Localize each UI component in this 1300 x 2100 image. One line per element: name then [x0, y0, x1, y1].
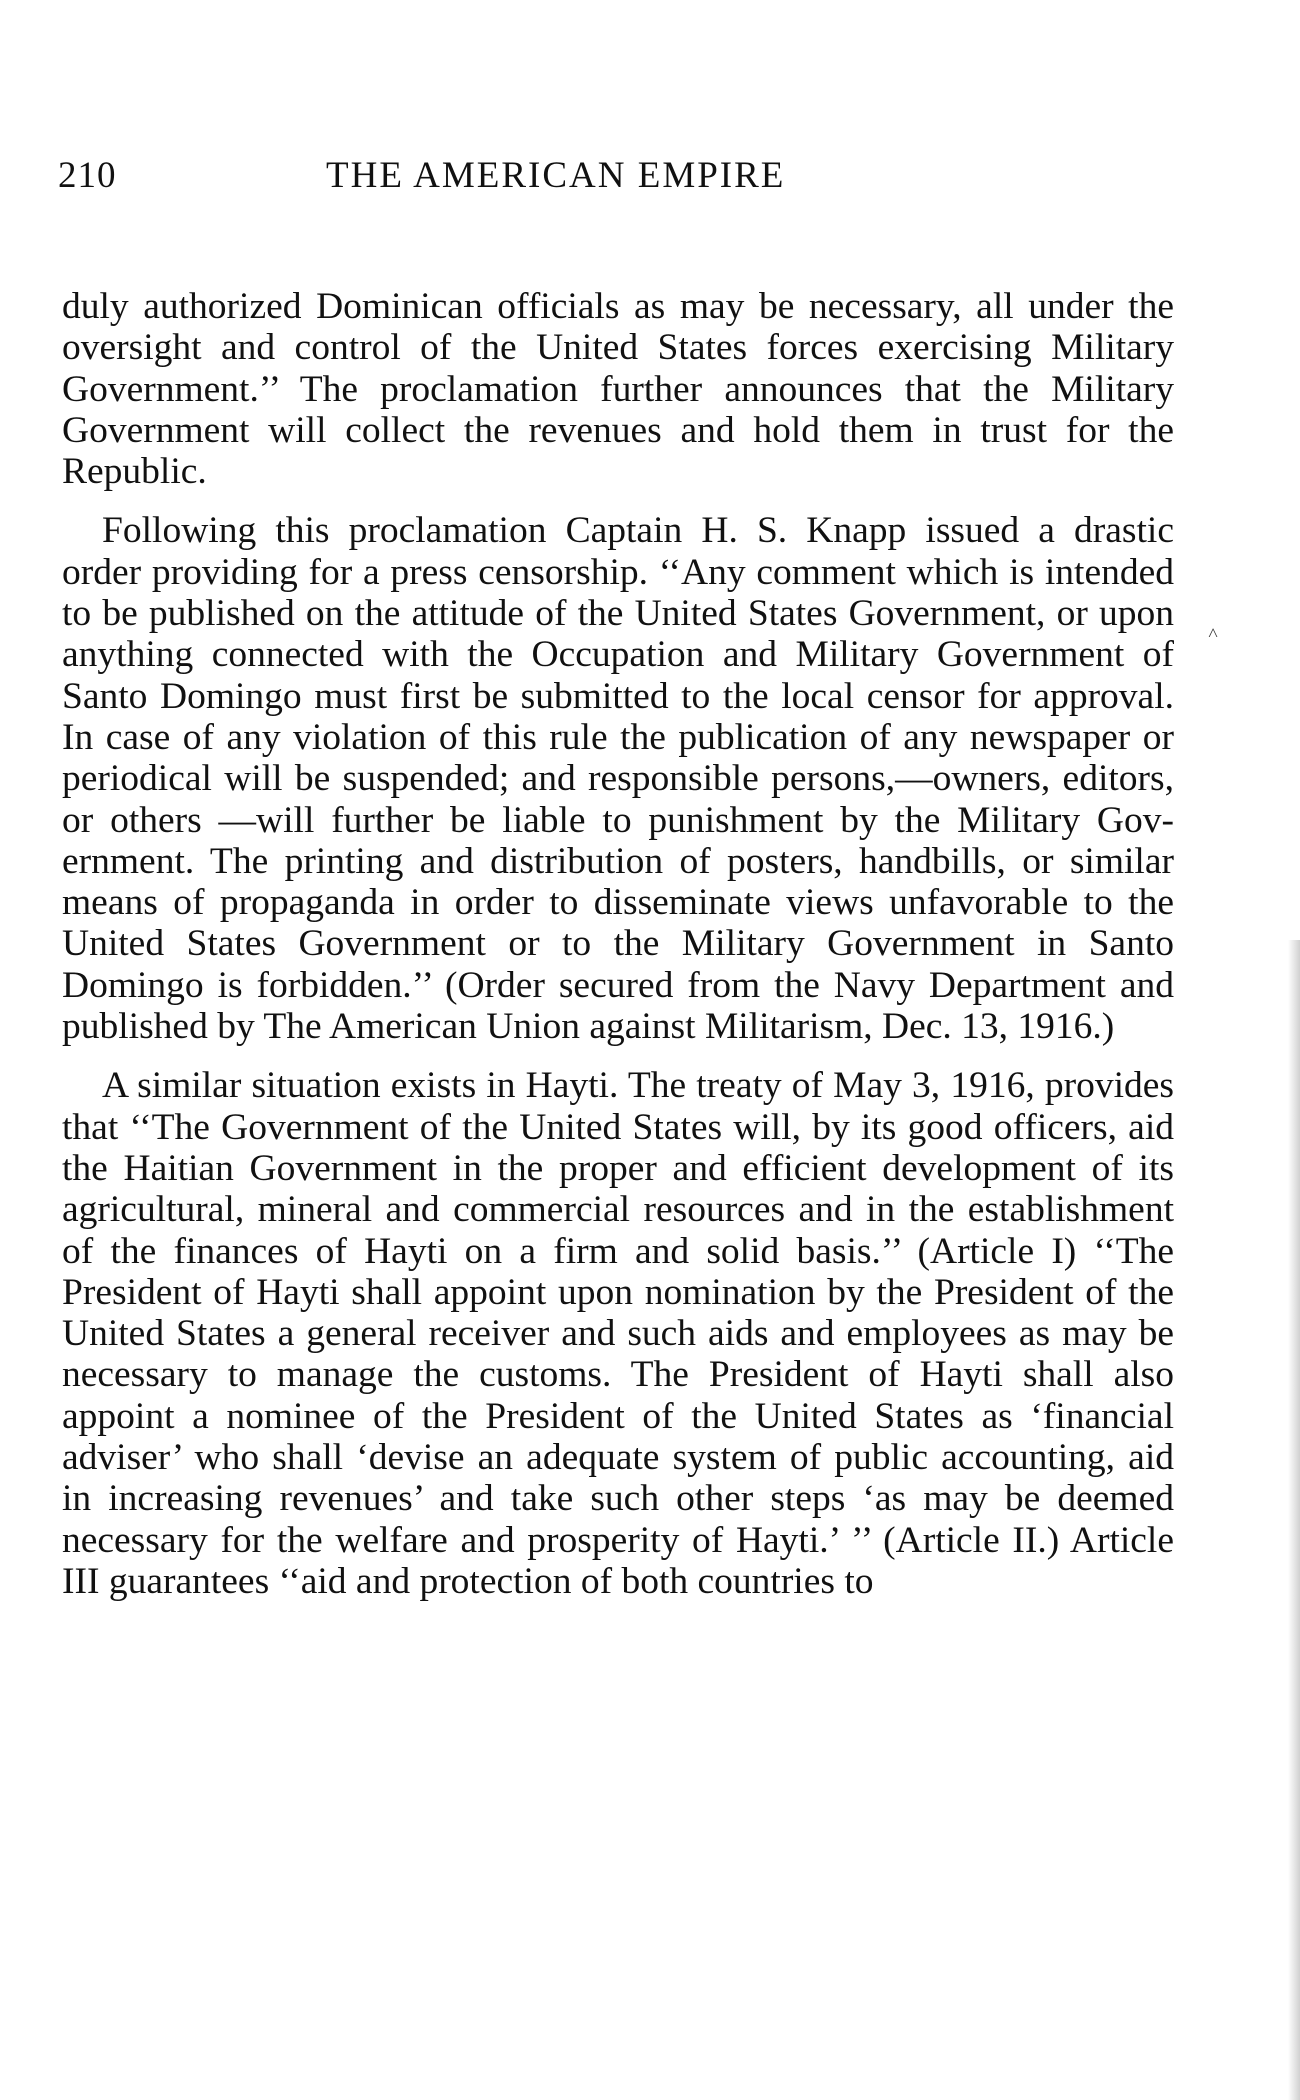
- running-head: [58, 154, 1188, 204]
- book-title: THE AMERICAN EMPIRE: [326, 155, 786, 196]
- page-number: 210: [58, 155, 117, 196]
- print-speck-mark: ˄: [1208, 623, 1219, 643]
- paragraph-hayti-treaty: A similar situation exists in Hayti. The treaty of May 3, 1916, provides that ‘‘The Government of the United States will, by its good officers, aid the Haitian Government in the proper and efficient development of its agricultural, mineral and commercial resources and in the establishment of the finances of Hayti on a firm and solid basis.’’ (Article I) ‘‘The President of Hayti shall appoint upon nomination by the President of the United States a general receiver and such aids and employees as may be necessary to manage the customs. The President of Hayti shall also appoint a nominee of the President of the United States as ‘financial adviser’ who shall ‘devise an adequate system of public accounting, aid in increasing revenues’ and take such other steps ‘as may be deemed necessary for the welfare and prosperity of Hayti.’ ’’ (Article II.) Article III guarantees ‘‘aid and protection of both countries to: [62, 1065, 1174, 1602]
- page-edge-shadow: [1288, 940, 1300, 2100]
- body-text: [62, 286, 1174, 1602]
- paragraph-press-censorship: Following this proclamation Captain H. S. Knapp issued a drastic order providing for a press censorship. ‘‘Any comment which is intended to be published on the attitude of the United States Government, or upon anything connected with the Occupation and Military Government of Santo Domingo must first be submitted to the local censor for approval. In case of any violation of this rule the publication of any newspaper or periodical will be suspended; and responsible persons,—owners, editors, or others —will further be liable to punishment by the Military Government. The printing and distribution of posters, handbills, or similar means of propaganda in order to disseminate views unfavorable to the United States Government or to the Military Government in Santo Domingo is forbidden.’’ (Order secured from the Navy Department and published by The American Union against Militarism, Dec. 13, 1916.): [62, 510, 1174, 1048]
- paragraph-continuation: duly authorized Dominican officials as may be necessary, all under the oversight and control of the United States forces exercising Military Government.’’ The proclamation further announces that the Military Government will collect the revenues and hold them in trust for the Republic.: [62, 286, 1174, 493]
